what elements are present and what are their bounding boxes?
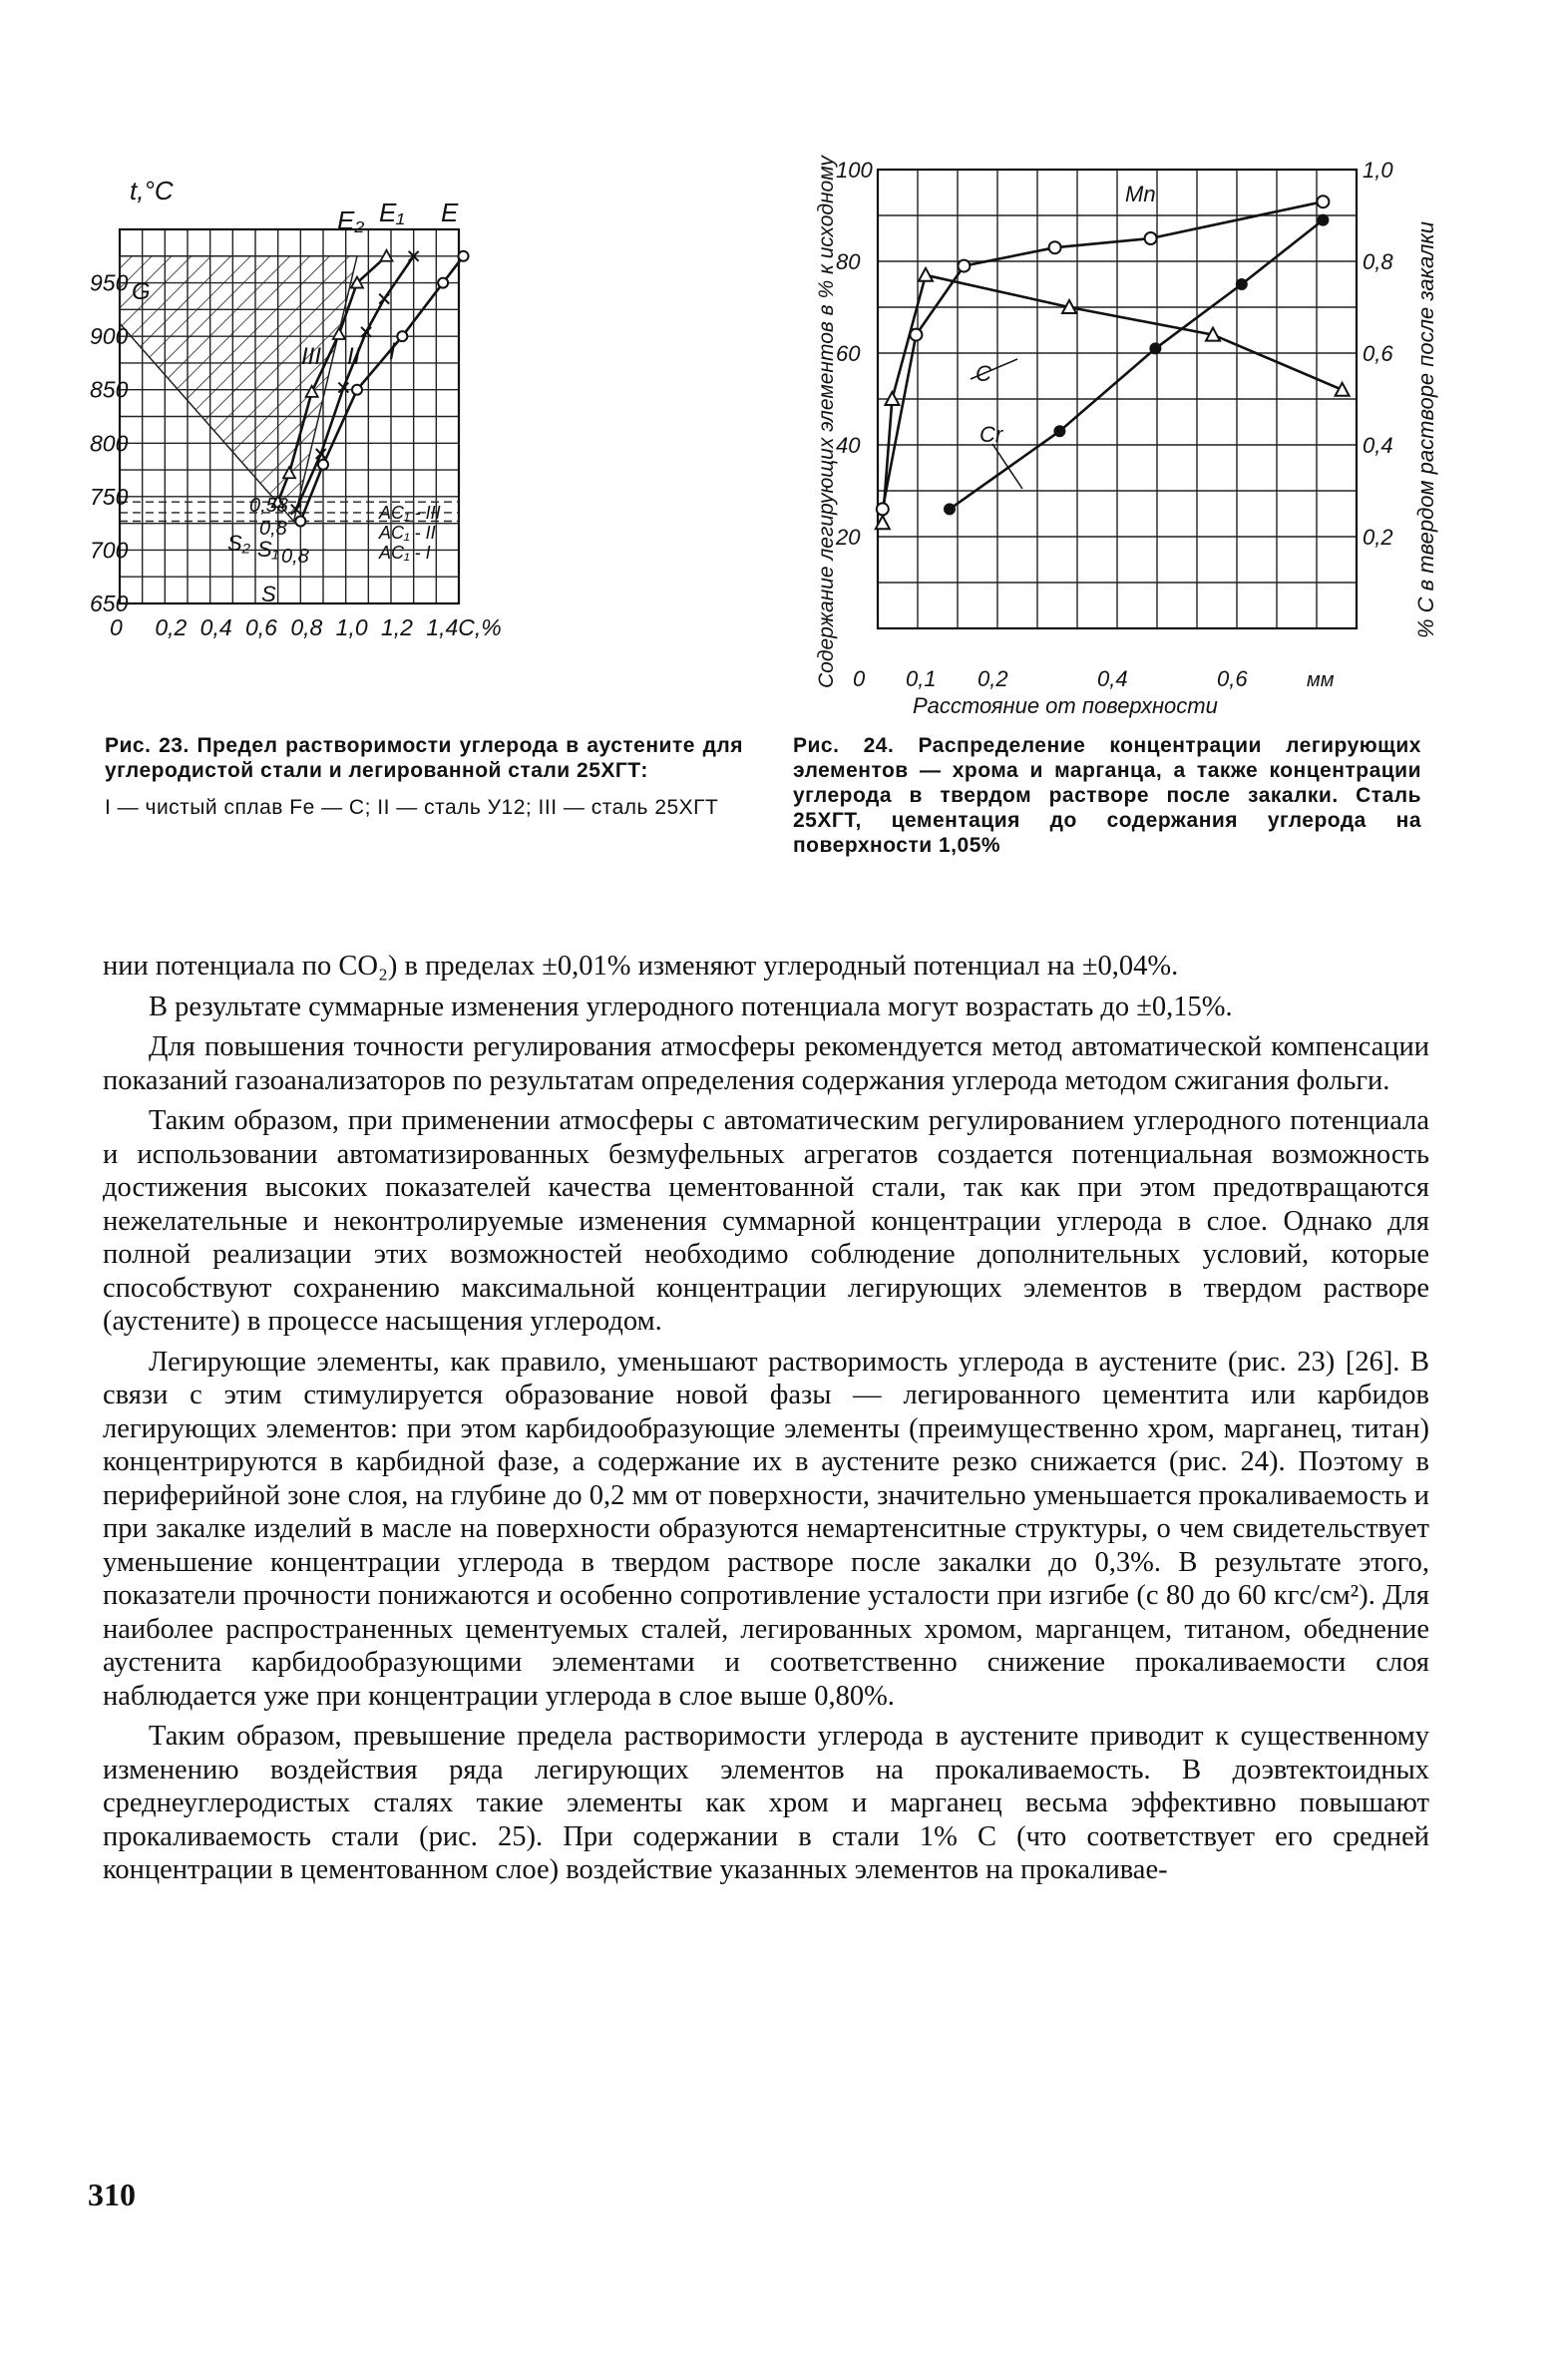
y-tick-label: 750 — [90, 483, 129, 510]
fig23-label-III: III — [301, 343, 322, 370]
fig23-label-S: S — [261, 582, 276, 606]
x-tick-label: 1,0 — [335, 614, 368, 640]
fig23-ac-III: AC₁ - III — [379, 503, 441, 523]
marker-Mn — [1145, 232, 1157, 244]
marker-Cr — [1317, 214, 1329, 226]
fig23-label-E2: E₂ — [337, 205, 365, 235]
series-line-Mn — [883, 201, 1324, 509]
marker-I — [438, 278, 448, 288]
y-left-tick-label: 100 — [836, 158, 873, 183]
marker-Mn — [1317, 196, 1329, 207]
y-right-tick-label: 0,4 — [1363, 433, 1393, 458]
x-tick-label: 0,6 — [1217, 666, 1248, 691]
marker-C — [1336, 383, 1350, 396]
fig23-label-08a: 0,8 — [259, 518, 287, 540]
marker-Mn — [910, 329, 922, 341]
marker-Cr — [1053, 425, 1065, 437]
x-tick-label: 0,8 — [290, 614, 323, 640]
fig24-label-Mn: Mn — [1125, 182, 1156, 206]
fig23-label-058: 0,58 — [249, 495, 288, 517]
page-number: 310 — [88, 2177, 136, 2212]
fig23-label-I: I — [389, 338, 396, 365]
fig24-caption — [793, 733, 1421, 858]
fig24-label-C: C — [976, 361, 991, 386]
y-tick-label: 950 — [90, 269, 129, 296]
y-left-tick-label: 40 — [836, 433, 861, 458]
y-right-tick-label: 0,6 — [1363, 341, 1393, 366]
fig24-grid — [878, 170, 1357, 628]
paragraph: Легирующие элементы, как правило, уменьшают растворимость углерода в аустените (рис. 23) [26]. В связи с этим стимулируется образование новой фазы — легированного цементита или карбидов легирующих элементов: при этом карбидообразующие элементы (преимущественно хром, марганец, титан) концентрируются в карбидной фазе, а содержание их в аустените резко снижается (рис. 24). Поэтому в периферийной зоне слоя, на глубине до 0,2 мм от поверхности, значительно уменьшается прокаливаемость и при закалке изделий в масле на поверхности образуются немартенситные структуры, о чем свидетельствует уменьшение концентрации углерода в твердом растворе после закалки до 0,3%. В результате этого, показатели прочности понижаются и особенно сопротивление усталости при изгибе (с 80 до 60 кгс/см²). Для наиболее распространенных цементуемых сталей, легированных хромом, марганцем, титаном, обеднение аустенита карбидообразующими элементами и соответственно снижение прокаливаемости слоя наблюдается уже при концентрации углерода в слое выше 0,80%. — [103, 1346, 1429, 1712]
marker-I — [397, 331, 407, 341]
x-tick-label: 0,2 — [978, 666, 1008, 691]
fig24-x-unit: мм — [1307, 669, 1335, 691]
marker-I — [352, 385, 362, 395]
body-text — [103, 950, 1429, 1894]
fig24-tick-labels — [835, 158, 1393, 691]
fig23-caption — [105, 733, 743, 820]
paragraph: В результате суммарные изменения углеродного потенциала могут возрастать до ±0,15%. — [149, 991, 1233, 1022]
marker-I — [318, 460, 328, 470]
marker-Mn — [1049, 241, 1061, 253]
marker-Cr — [1149, 342, 1161, 354]
y-left-tick-label: 60 — [836, 341, 861, 366]
fig23-label-08b: 0,8 — [281, 546, 309, 568]
fig23-ac-I: AC₁ - I — [379, 543, 431, 563]
y-tick-label: 850 — [90, 376, 129, 403]
x-tick-label: 0,2 — [155, 614, 188, 640]
y-left-tick-label: 80 — [836, 249, 861, 274]
fig24-ylabel-right: % С в твердом растворе после закалки — [1413, 221, 1438, 638]
fig23-caption-legend: I — чистый сплав Fe — C; II — сталь У12; III — сталь 25ХГТ — [105, 796, 719, 819]
y-right-tick-label: 1,0 — [1363, 158, 1393, 183]
figure-24 — [793, 110, 1451, 728]
fig23-label-S1: S₁ — [257, 537, 279, 562]
y-tick-label: 900 — [90, 323, 129, 350]
fig23-label-II: II — [347, 343, 361, 370]
fig23-hatched-region — [120, 256, 357, 522]
fig24-chart — [793, 110, 1451, 728]
fig23-ac-II: AC₁ - II — [379, 523, 436, 543]
x-tick-label: 0,6 — [245, 614, 277, 640]
marker-Mn — [877, 503, 889, 515]
marker-Mn — [958, 260, 970, 272]
marker-Cr — [944, 503, 956, 515]
fig24-origin: 0 — [853, 666, 866, 691]
marker-I — [295, 517, 305, 527]
fig24-ylabel-left: Содержание легирующих элементов в % к исходному — [815, 156, 838, 688]
y-right-tick-label: 0,8 — [1363, 249, 1393, 274]
y-tick-label: 700 — [90, 537, 129, 564]
fig24-label-Cr: Cr — [979, 422, 1003, 447]
fig23-label-E: E — [441, 198, 459, 227]
fig23-label-S2: S₂ — [227, 531, 251, 556]
paragraph: Таким образом, превышение предела растворимости углерода в аустените приводит к существенному изменению воздействия ряда легирующих элементов на прокаливаемость. В доэвтектоидных среднеуглеродистых сталях такие элементы как хром и марганец весьма эффективно повышают прокаливаемость стали (рис. 25). При содержании в стали 1% C (что соответствует его средней концентрации в цементованном слое) воздействие указанных элементов на прокаливае- — [103, 1721, 1429, 1885]
x-tick-label: 1,4C,% — [426, 614, 502, 640]
x-tick-label: 1,2 — [381, 614, 413, 640]
x-tick-label: 0,4 — [199, 614, 232, 640]
y-left-tick-label: 20 — [836, 525, 861, 550]
x-tick-label: 0 — [110, 614, 123, 640]
fig23-caption-title: Рис. 23. Предел растворимости углерода в аустените для углеродистой стали и легированной стали 25ХГТ: — [105, 734, 743, 782]
marker-I — [459, 251, 469, 261]
y-tick-label: 650 — [90, 591, 129, 616]
y-right-tick-label: 0,2 — [1363, 525, 1393, 550]
fig23-label-G: G — [132, 278, 151, 305]
fig24-xlabel: Расстояние от поверхности — [913, 693, 1218, 718]
fig24-caption-title: Рис. 24. Распределение концентрации легирующих элементов — хрома и марганца, а также концентрации углерода в твердом растворе после закалки. Сталь 25ХГТ, цементация до содержания углерода на поверхности 1,05% — [793, 734, 1421, 857]
x-tick-label: 0,1 — [906, 666, 937, 691]
marker-Cr — [1236, 278, 1248, 290]
x-tick-label: 0,4 — [1097, 666, 1128, 691]
fig23-y-unit: t,°C — [130, 176, 174, 205]
y-tick-label: 800 — [90, 430, 129, 457]
fig23-chart — [90, 160, 708, 718]
marker-C — [919, 268, 933, 281]
fig23-label-E1: E₁ — [379, 198, 405, 227]
figure-23 — [90, 160, 708, 718]
paragraph: Для повышения точности регулирования атмосферы рекомендуется метод автоматической компенсации показаний газоанализаторов по результатам определения содержания углерода методом сжигания фольги. — [103, 1031, 1429, 1096]
fig24-series-lines — [883, 201, 1343, 523]
paragraph: Таким образом, при применении атмосферы с автоматическим регулированием углеродного потенциала и использовании автоматизированных безмуфельных агрегатов создается потенциальная возможность достижения высоких показателей качества цементованной стали, так как при этом предотвращаются нежелательные и неконтролируемые изменения суммарной концентрации углерода в слое. Однако для полной реализации этих возможностей необходимо соблюдение дополнительных условий, которые способствуют сохранению максимальной концентрации легирующих элементов в твердом растворе (аустените) в процессе насыщения углеродом. — [103, 1105, 1429, 1337]
paragraph: нии потенциала по CO₂) в пределах ±0,01% изменяют углеродный потенциал на ±0,04%. — [103, 951, 1179, 982]
